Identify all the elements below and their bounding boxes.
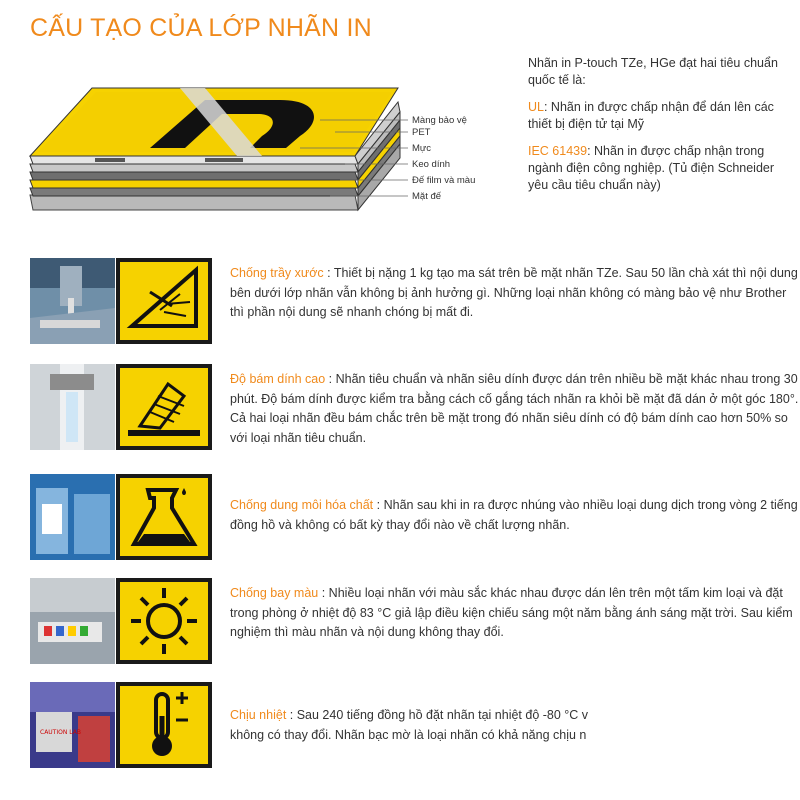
layer-stack [30, 88, 400, 210]
scratch-icon [116, 258, 212, 344]
layer-label-ink: Mực [412, 143, 432, 154]
feature-desc: : Nhiều loại nhãn với màu sắc khác nhau được dán lên trên một tấm kim loại và đặt trong phòng ở nhiệt độ 83 °C giả lập điều kiện chiếu sáng một năm bằng ánh sáng mặt trời. Sau kiểm nghiệm thì màu nhãn và nội dung không thay đổi. [230, 586, 793, 639]
feature-desc: : Nhãn sau khi in ra được nhúng vào nhiều loại dung dịch trong vòng 2 tiếng đồng hồ và không có bất kỳ thay đổi nào về chất lượng nhãn. [230, 498, 798, 532]
standard-iec [528, 143, 796, 194]
standard-ul [528, 99, 796, 133]
fade-test-photo [30, 578, 115, 664]
layer-label-protective: Màng bảo vệ [412, 115, 467, 126]
sun-icon [116, 578, 212, 664]
feature-desc: : Thiết bị nặng 1 kg tạo ma sát trên bề mặt nhãn TZe. Sau 50 lần chà xát thì nội dung bên dưới lớp nhãn vẫn không bị ảnh hưởng gì. Những loại nhãn không có màng bảo vệ như Brother thì phần nội dung sẽ nhanh chóng bị mất đi. [230, 266, 798, 319]
heat-test-photo [30, 682, 115, 768]
standard-desc: : Nhãn in được chấp nhận trong ngành điện công nghiệp. (Tủ điện Schneider yêu cầu tiêu chuẩn này) [528, 144, 775, 192]
feature-line [230, 706, 608, 726]
feature-heat [30, 682, 800, 768]
layer-label-backing: Mặt đế [412, 191, 442, 202]
feature-title: Chống bay màu [230, 586, 319, 600]
standards-intro: Nhãn in P-touch TZe, HGe đạt hai tiêu chuẩn quốc tế là: [528, 56, 778, 87]
feature-desc: : Sau 240 tiếng đồng hồ đặt nhãn tại nhiệt độ -80 °C v [286, 708, 589, 722]
page-title: CẤU TẠO CỦA LỚP NHÃN IN [30, 14, 372, 42]
photo-label: CAUTION LAB [40, 729, 81, 736]
standards-block [528, 55, 796, 204]
feature-text [230, 496, 800, 535]
adhesion-icon [116, 364, 212, 450]
layer-label-film: Đế film và màu [412, 175, 476, 186]
feature-title: Chống dung môi hóa chất [230, 498, 374, 512]
scratch-test-photo [30, 258, 115, 344]
feature-title: Chịu nhiệt [230, 708, 287, 722]
feature-desc: : Nhãn tiêu chuẩn và nhãn siêu dính được dán trên nhiều bề mặt khác nhau trong 30 phút. Độ bám dính được kiểm tra bằng cách cố gắng tách nhãn ra khỏi bề mặt đã dán ở một góc 180°. Cả hai loại nhãn đều bám chắc trên bề mặt trong đó nhãn siêu dính có độ bám dính cao hơn 50% so với loại nhãn tiêu chuẩn. [230, 372, 799, 445]
standard-name: IEC 61439 [528, 144, 588, 158]
chemical-icon [116, 474, 212, 560]
feature-text [230, 706, 800, 745]
feature-adhesion [30, 364, 800, 450]
feature-text [230, 584, 800, 643]
thermometer-icon [116, 682, 212, 768]
feature-text [230, 370, 800, 448]
standard-name: UL [528, 100, 544, 114]
label-layers-diagram [0, 60, 520, 230]
feature-scratch [30, 258, 800, 344]
standard-desc: : Nhãn in được chấp nhận để dán lên các thiết bị điện tử tại Mỹ [528, 100, 774, 131]
feature-text [230, 264, 800, 323]
feature-title: Độ bám dính cao [230, 372, 326, 386]
feature-title: Chống trầy xước [230, 266, 324, 280]
layer-label-pet: PET [412, 127, 431, 138]
feature-fade [30, 578, 800, 664]
adhesion-test-photo [30, 364, 115, 450]
feature-chemical [30, 474, 800, 560]
feature-line: không có thay đổi. Nhãn bạc mờ là loại nhãn có khả năng chịu n [230, 727, 587, 742]
layer-label-adhesive: Keo dính [412, 159, 451, 170]
chemical-test-photo [30, 474, 115, 560]
